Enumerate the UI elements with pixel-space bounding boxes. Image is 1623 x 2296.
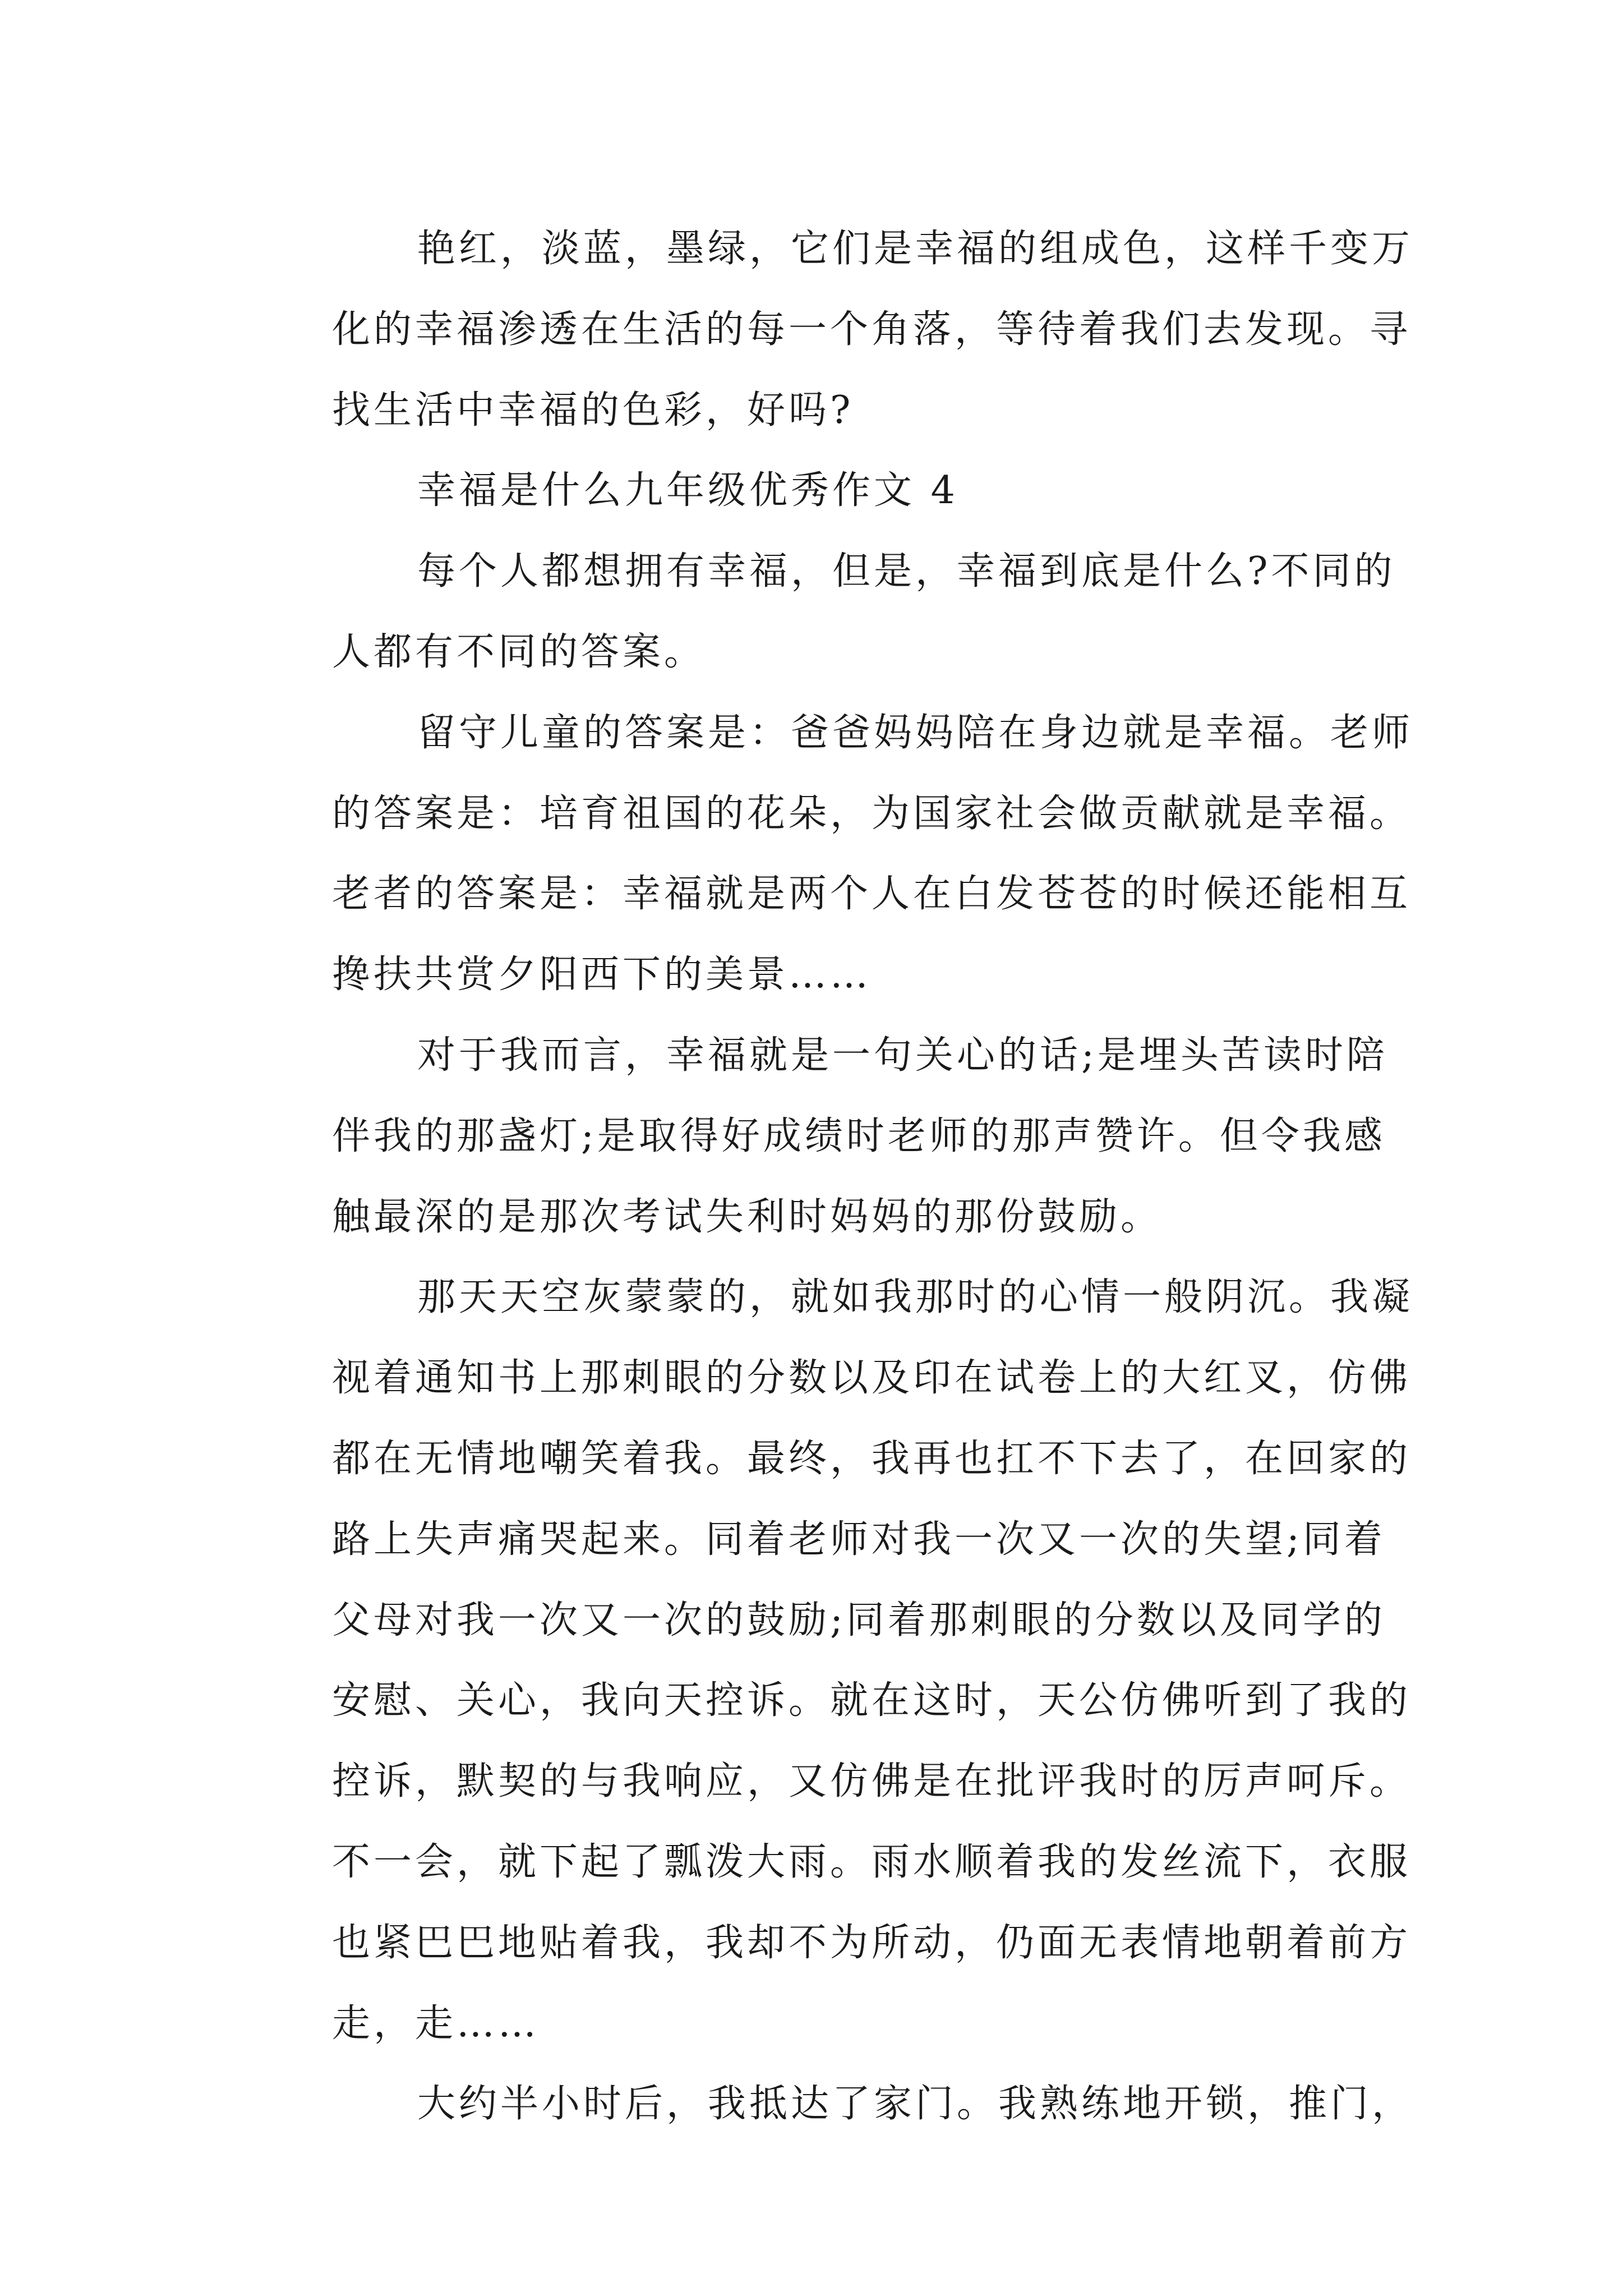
text-line: 控诉，默契的与我响应，又仿佛是在批评我时的厉声呵斥。 <box>332 1759 1412 1804</box>
text-line: 父母对我一次又一次的鼓励;同着那刺眼的分数以及同学的 <box>332 1598 1386 1642</box>
text-line: 每个人都想拥有幸福，但是，幸福到底是什么?不同的 <box>417 549 1396 594</box>
text-line: 人都有不同的答案。 <box>332 629 706 674</box>
paragraph <box>247 1257 1414 2064</box>
text-line: 路上失声痛哭起来。同着老师对我一次又一次的失望;同着 <box>332 1517 1386 1562</box>
text-line: 艳红，淡蓝，墨绿，它们是幸福的组成色，这样千变万 <box>417 227 1414 271</box>
document-body <box>247 209 1414 2145</box>
text-line: 老者的答案是：幸福就是两个人在白发苍苍的时候还能相互 <box>332 872 1412 917</box>
text-line: 大约半小时后，我抵达了家门。我熟练地开锁，推门， <box>417 2082 1414 2127</box>
paragraph <box>247 693 1414 1015</box>
text-line: 那天天空灰蒙蒙的，就如我那时的心情一般阴沉。我凝 <box>417 1275 1414 1320</box>
paragraph <box>247 2064 1414 2145</box>
text-line: 视着通知书上那刺眼的分数以及印在试卷上的大红叉，仿佛 <box>332 1356 1412 1401</box>
text-line: 搀扶共赏夕阳西下的美景…… <box>332 953 872 997</box>
paragraph <box>247 1015 1391 1257</box>
text-line: 不一会，就下起了瓢泼大雨。雨水顺着我的发丝流下，衣服 <box>332 1839 1412 1884</box>
heading-text: 幸福是什么九年级优秀作文 4 <box>417 468 958 513</box>
section-heading <box>247 450 1391 531</box>
text-line: 的答案是：培育祖国的花朵，为国家社会做贡献就是幸福。 <box>332 791 1412 836</box>
text-line: 对于我而言，幸福就是一句关心的话;是埋头苦读时陪 <box>417 1033 1388 1078</box>
text-line: 都在无情地嘲笑着我。最终，我再也扛不下去了，在回家的 <box>332 1436 1412 1481</box>
text-line: 留守儿童的答案是：爸爸妈妈陪在身边就是幸福。老师 <box>417 710 1414 755</box>
text-line: 走，走…… <box>332 2001 540 2046</box>
paragraph <box>247 209 1414 450</box>
text-line: 触最深的是那次考试失利时妈妈的那份鼓励。 <box>332 1194 1163 1239</box>
text-line: 也紧巴巴地贴着我，我却不为所动，仍面无表情地朝着前方 <box>332 1920 1412 1965</box>
text-line: 找生活中幸福的色彩，好吗? <box>332 388 854 432</box>
text-line: 安慰、关心，我向天控诉。就在这时，天公仿佛听到了我的 <box>332 1678 1412 1723</box>
text-line: 化的幸福渗透在生活的每一个角落，等待着我们去发现。寻 <box>332 307 1412 352</box>
text-line: 伴我的那盏灯;是取得好成绩时老师的那声赞许。但令我感 <box>332 1114 1386 1158</box>
paragraph <box>247 531 1396 693</box>
